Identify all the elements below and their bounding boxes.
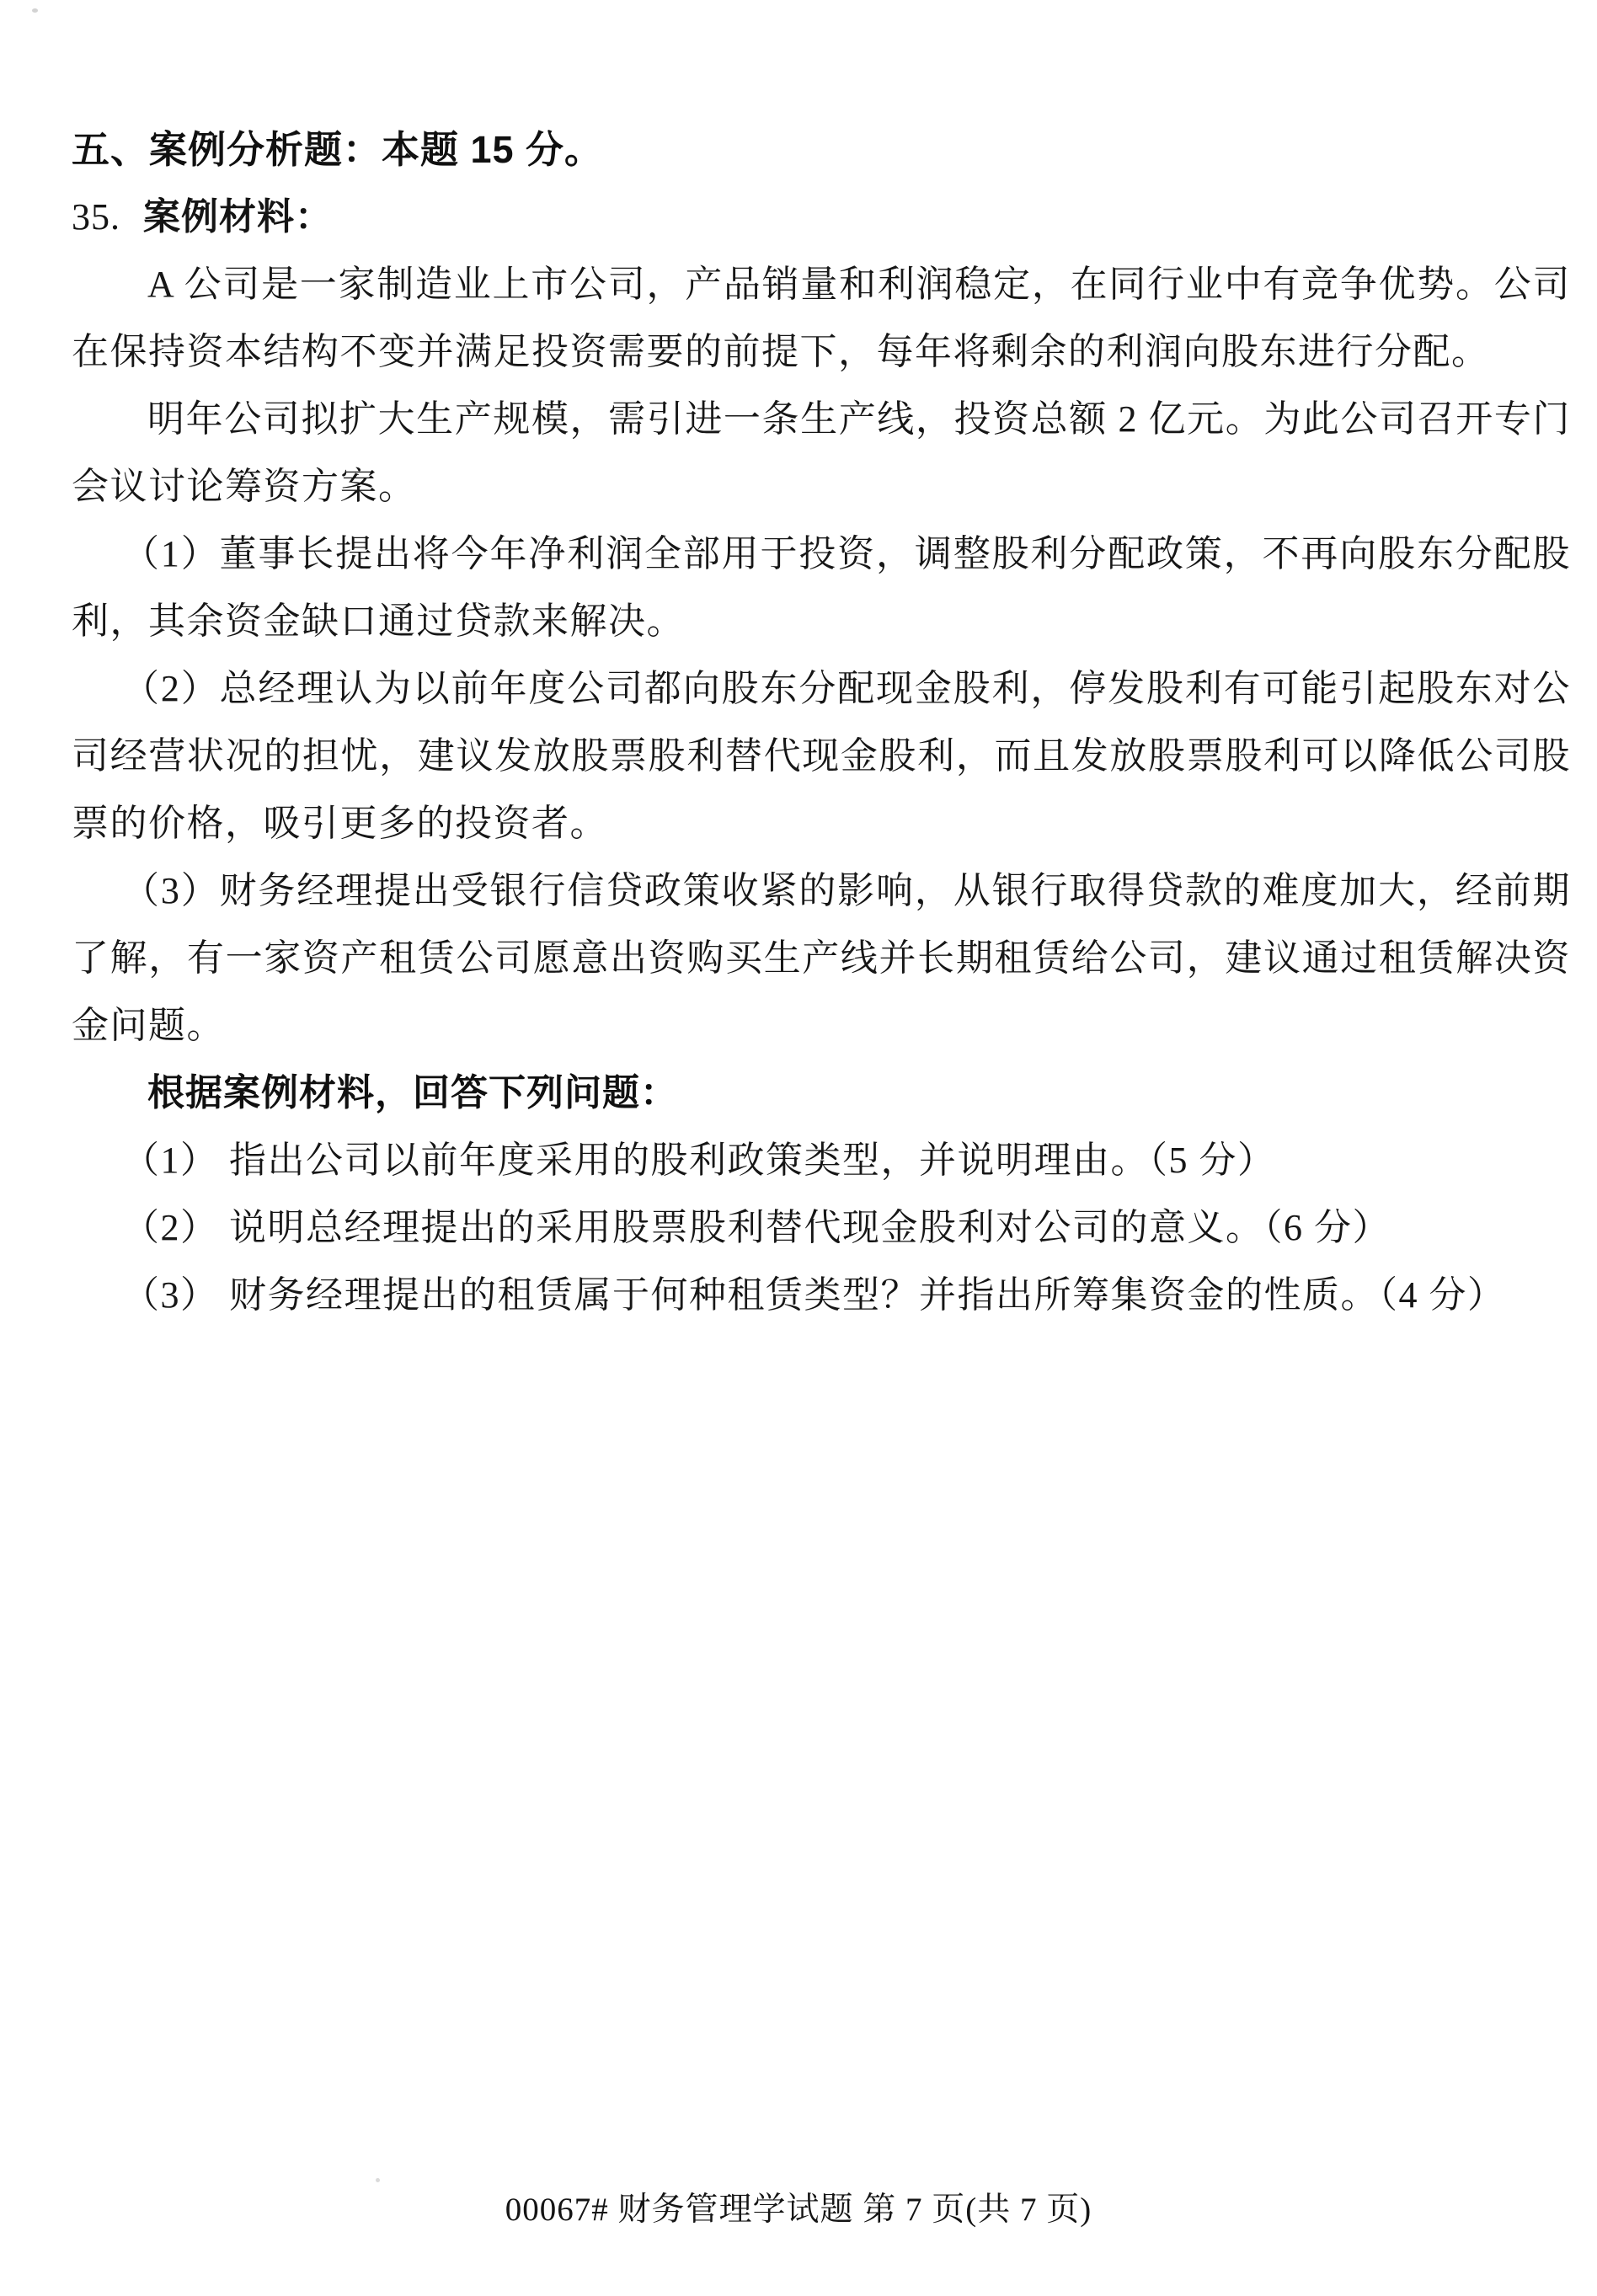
- case-paragraph-point-1: （1）董事长提出将今年净利润全部用于投资，调整股利分配政策，不再向股东分配股利，其余资金缺口通过贷款来解决。: [72, 533, 1571, 642]
- page-footer: 00067# 财务管理学试题 第 7 页(共 7 页): [505, 2192, 1092, 2228]
- section-heading: 五、案例分析题：本题 15 分。: [72, 128, 604, 171]
- scan-artifact: [376, 2178, 380, 2182]
- scan-artifact: [32, 8, 38, 13]
- question-item-3: （3） 财务经理提出的租赁属于何种租赁类型？并指出所筹集资金的性质。（4 分）: [122, 1274, 1506, 1316]
- case-paragraph-point-3: （3）财务经理提出受银行信贷政策收紧的影响，从银行取得贷款的难度加大，经前期了解，有一家资产租赁公司愿意出资购买生产线并长期租赁给公司，建议通过租赁解决资金问题。: [72, 870, 1571, 1046]
- exam-content: [72, 116, 1571, 1329]
- case-paragraph-point-2: （2）总经理认为以前年度公司都向股东分配现金股利，停发股利有可能引起股东对公司经营状况的担忧，建议发放股票股利替代现金股利，而且发放股票股利可以降低公司股票的价格，吸引更多的投资者。: [72, 668, 1571, 844]
- question-item-1: （1） 指出公司以前年度采用的股利政策类型，并说明理由。（5 分）: [122, 1140, 1276, 1181]
- question-item-2: （2） 说明总经理提出的采用股票股利替代现金股利对公司的意义。（6 分）: [122, 1207, 1391, 1248]
- case-item-line: [72, 184, 1571, 251]
- case-paragraph: A 公司是一家制造业上市公司，产品销量和利润稳定，在同行业中有竞争优势。公司在保持资本结构不变并满足投资需要的前提下，每年将剩余的利润向股东进行分配。: [72, 264, 1571, 372]
- case-item-label: 案例材料：: [143, 196, 333, 238]
- case-item-number: 35.: [72, 196, 120, 238]
- case-paragraph: 明年公司拟扩大生产规模，需引进一条生产线，投资总额 2 亿元。为此公司召开专门会议讨论筹资方案。: [72, 398, 1571, 507]
- questions-intro: 根据案例材料，回答下列问题：: [147, 1072, 678, 1113]
